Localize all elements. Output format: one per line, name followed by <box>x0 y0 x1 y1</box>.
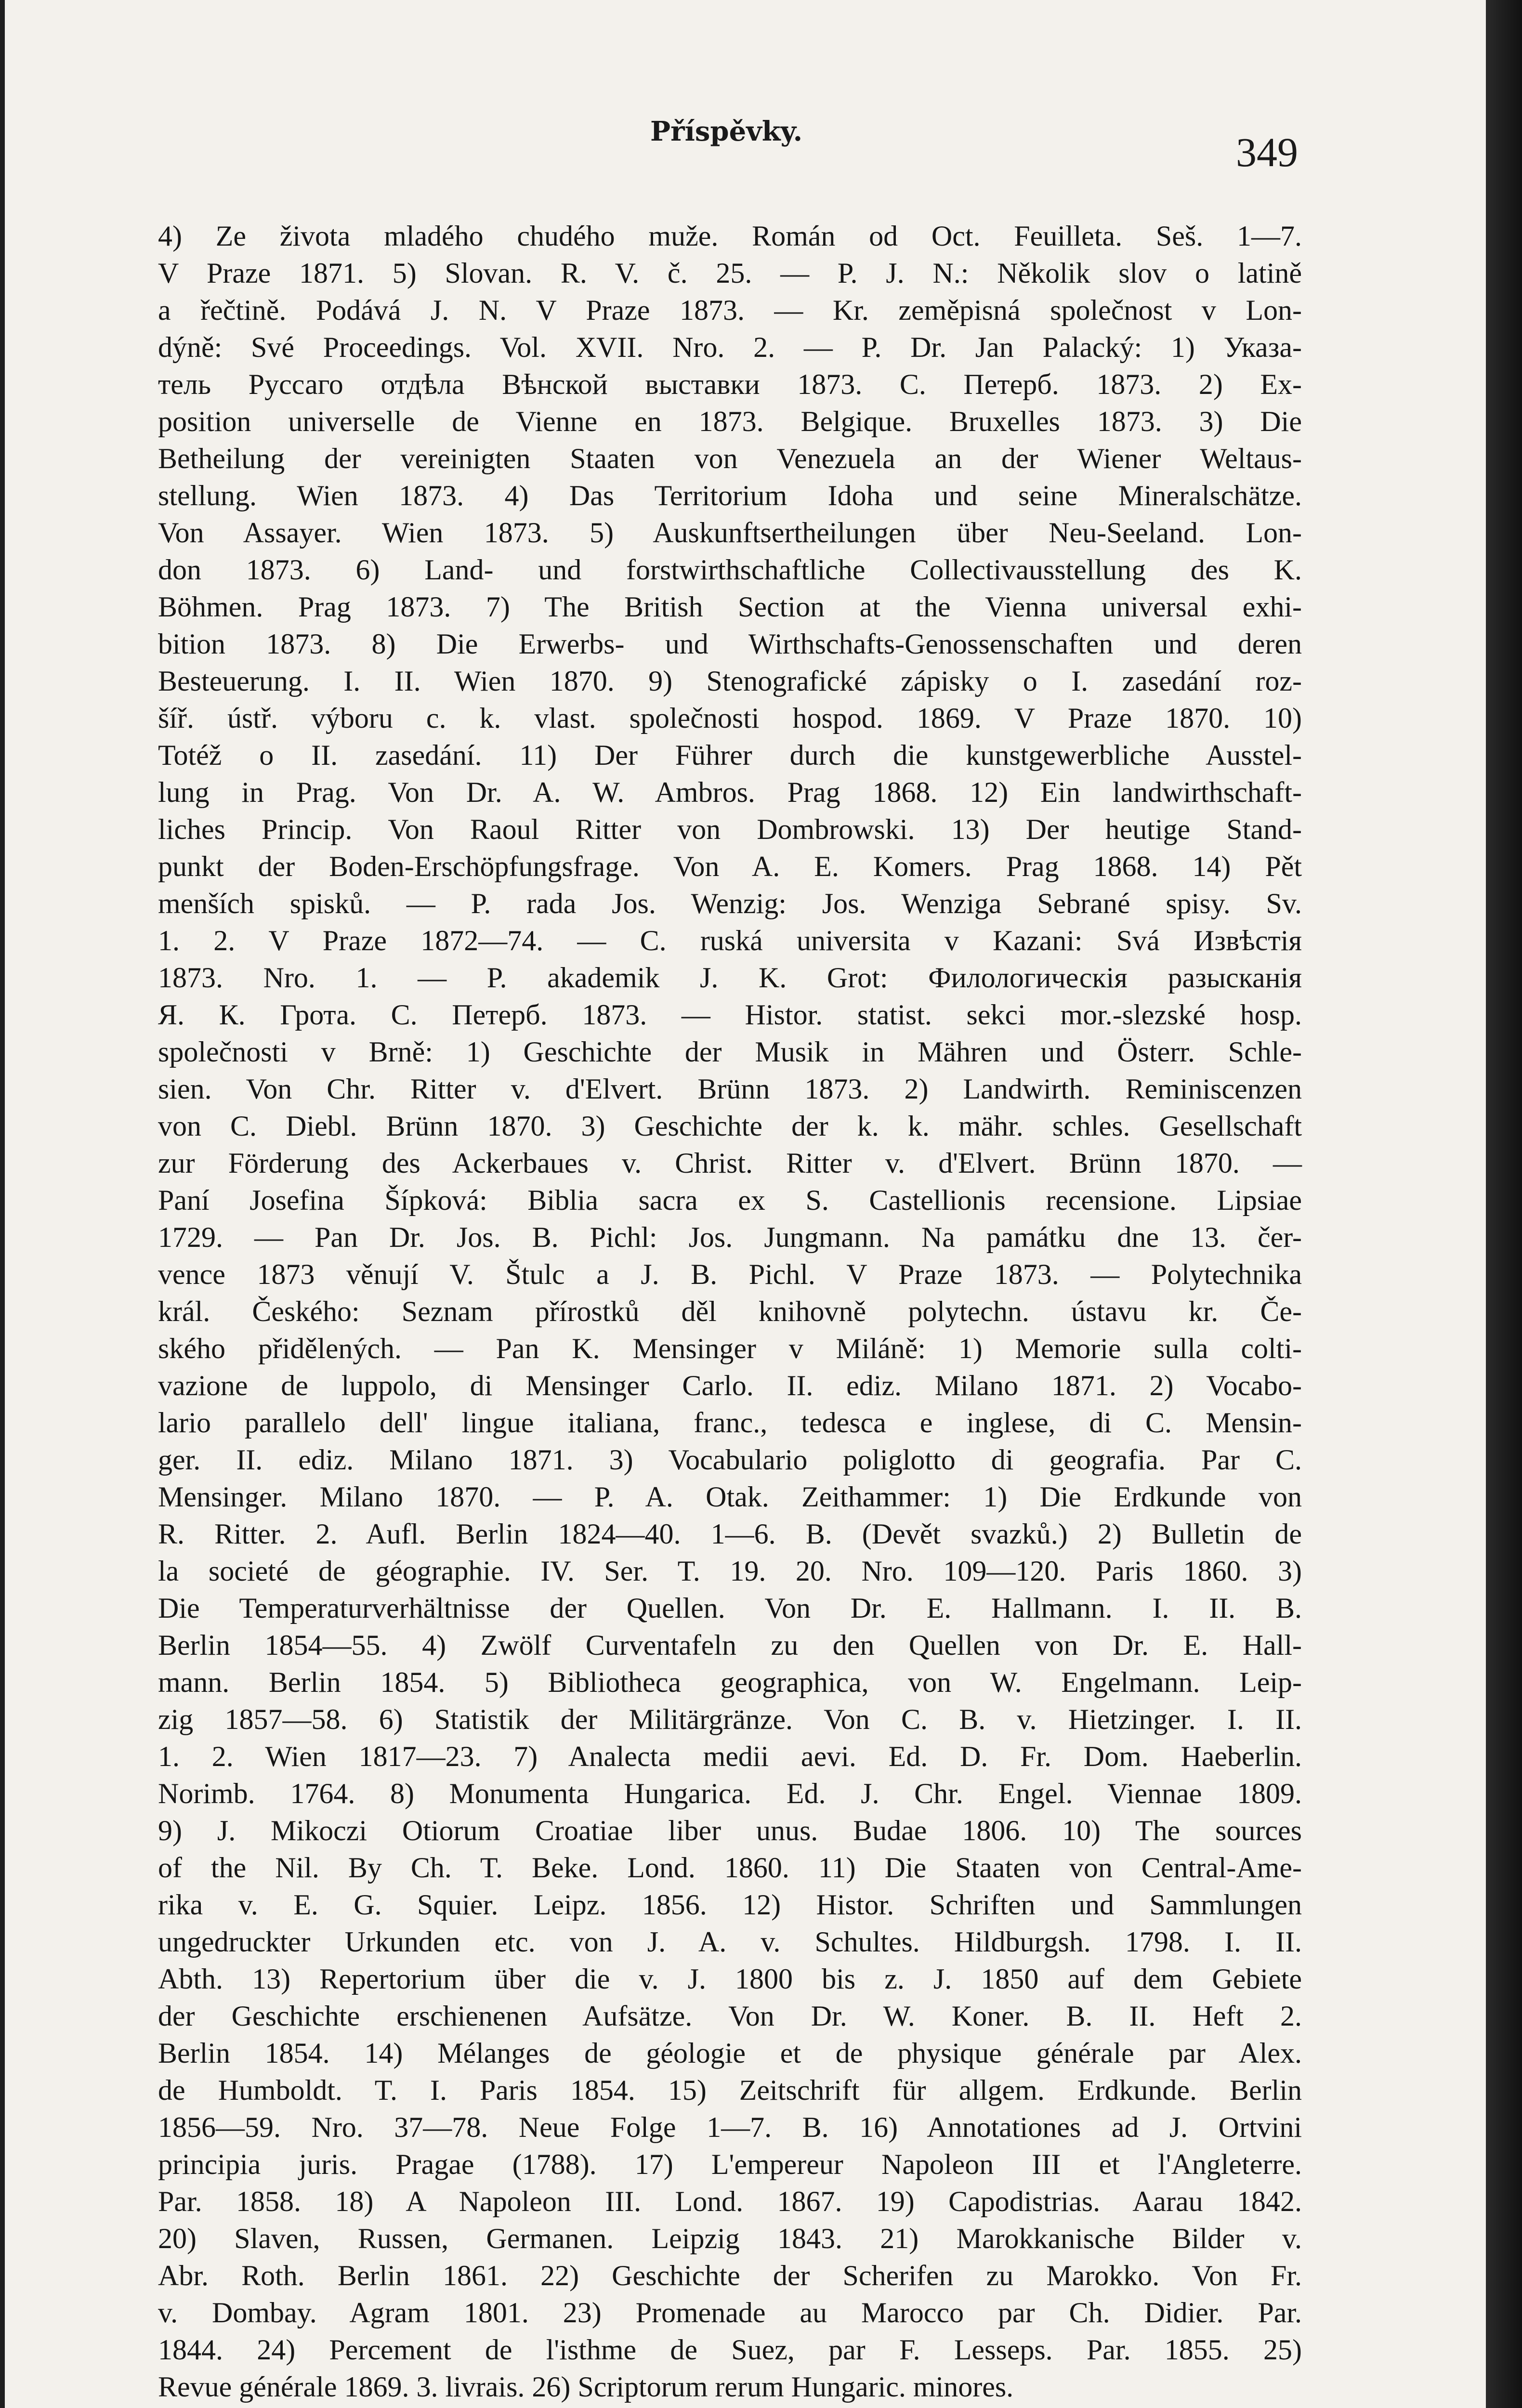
text-line: 4) Ze života mladého chudého muže. Román od Oct. Feuilleta. Seš. 1—7. <box>158 220 1302 252</box>
text-line: zur Förderung des Ackerbaues v. Christ. Ritter v. d'Elvert. Brünn 1870. — <box>158 1147 1302 1179</box>
text-line: Von Assayer. Wien 1873. 5) Auskunftsertheilungen über Neu-Seeland. Lon- <box>158 517 1302 549</box>
text-line: Abth. 13) Repertorium über die v. J. 1800 bis z. J. 1850 auf dem Gebiete <box>158 1963 1302 1995</box>
text-line: v. Dombay. Agram 1801. 23) Promenade au Marocco par Ch. Didier. Par. <box>158 2297 1302 2329</box>
text-line: liches Princip. Von Raoul Ritter von Dombrowski. 13) Der heutige Stand- <box>158 813 1302 845</box>
text-line: Я. К. Грота. С. Петерб. 1873. — Histor. statist. sekci mor.-slezské hosp. <box>158 999 1302 1031</box>
text-line: lung in Prag. Von Dr. A. W. Ambros. Prag 1868. 12) Ein landwirthschaft- <box>158 776 1302 808</box>
text-line: společnosti v Brně: 1) Geschichte der Musik in Mähren und Österr. Schle- <box>158 1036 1302 1068</box>
text-line: 9) J. Mikoczi Otiorum Croatiae liber unus. Budae 1806. 10) The sources <box>158 1815 1302 1846</box>
text-line: la societé de géographie. IV. Ser. T. 19. 20. Nro. 109—120. Paris 1860. 3) <box>158 1555 1302 1587</box>
text-line: Revue générale 1869. 3. livrais. 26) Scriptorum rerum Hungaric. minores. <box>158 2371 1014 2403</box>
text-line: der Geschichte erschienenen Aufsätze. Von Dr. W. Koner. B. II. Heft 2. <box>158 2000 1302 2032</box>
text-line: a řečtině. Podává J. N. V Praze 1873. — Kr. zeměpisná společnost v Lon- <box>158 294 1302 326</box>
text-line: mann. Berlin 1854. 5) Bibliotheca geographica, von W. Engelmann. Leip- <box>158 1666 1302 1698</box>
text-line: position universelle de Vienne en 1873. Belgique. Bruxelles 1873. 3) Die <box>158 406 1302 437</box>
text-line: Totéž o II. zasedání. 11) Der Führer durch die kunstgewerbliche Ausstel- <box>158 739 1302 771</box>
text-line: Besteuerung. I. II. Wien 1870. 9) Stenografické zápisky o I. zasedání roz- <box>158 665 1302 697</box>
text-line: dýně: Své Proceedings. Vol. XVII. Nro. 2. — P. Dr. Jan Palacký: 1) Указа- <box>158 331 1302 363</box>
running-header-title: Příspěvky. <box>650 116 803 147</box>
text-line: Par. 1858. 18) A Napoleon III. Lond. 1867. 19) Capodistrias. Aarau 1842. <box>158 2186 1302 2217</box>
body-text <box>158 218 1302 2403</box>
text-line: stellung. Wien 1873. 4) Das Territorium Idoha und seine Mineralschätze. <box>158 480 1302 511</box>
text-line: 1. 2. Wien 1817—23. 7) Analecta medii aevi. Ed. D. Fr. Dom. Haeberlin. <box>158 1741 1302 1772</box>
page-number: 349 <box>1236 129 1298 175</box>
text-line: vence 1873 věnují V. Štulc a J. B. Pichl. V Praze 1873. — Polytechnika <box>158 1258 1302 1290</box>
scan-edge <box>1486 0 1522 2408</box>
text-line: lario parallelo dell' lingue italiana, franc., tedesca e inglese, di C. Mensin- <box>158 1407 1302 1439</box>
text-line: rika v. E. G. Squier. Leipz. 1856. 12) Histor. Schriften und Sammlungen <box>158 1889 1302 1921</box>
text-line: ger. II. ediz. Milano 1871. 3) Vocabulario poliglotto di geografia. Par C. <box>158 1444 1302 1476</box>
text-line: 1729. — Pan Dr. Jos. B. Pichl: Jos. Jungmann. Na památku dne 13. čer- <box>158 1221 1302 1253</box>
text-line: Betheilung der vereinigten Staaten von Venezuela an der Wiener Weltaus- <box>158 443 1302 474</box>
text-line: Berlin 1854. 14) Mélanges de géologie et de physique générale par Alex. <box>158 2037 1302 2069</box>
text-line: vazione de luppolo, di Mensinger Carlo. II. ediz. Milano 1871. 2) Vocabo- <box>158 1370 1302 1401</box>
text-line: von C. Diebl. Brünn 1870. 3) Geschichte der k. k. mähr. schles. Gesellschaft <box>158 1110 1302 1142</box>
text-line: ského přidělených. — Pan K. Mensinger v Miláně: 1) Memorie sulla colti- <box>158 1333 1302 1364</box>
text-line: de Humboldt. T. I. Paris 1854. 15) Zeitschrift für allgem. Erdkunde. Berlin <box>158 2074 1302 2106</box>
text-line: principia juris. Pragae (1788). 17) L'empereur Napoleon III et l'Angleterre. <box>158 2148 1302 2180</box>
text-line: menších spisků. — P. rada Jos. Wenzig: Jos. Wenziga Sebrané spisy. Sv. <box>158 888 1302 919</box>
text-line: sien. Von Chr. Ritter v. d'Elvert. Brünn 1873. 2) Landwirth. Reminiscenzen <box>158 1073 1302 1105</box>
text-line: Die Temperaturverhältnisse der Quellen. Von Dr. E. Hallmann. I. II. B. <box>158 1592 1302 1624</box>
text-line: 1. 2. V Praze 1872—74. — C. ruská universita v Kazani: Svá Извѣстія <box>158 925 1302 956</box>
text-line: král. Českého: Seznam přírostků děl knihovně polytechn. ústavu kr. Če- <box>158 1296 1302 1327</box>
text-line: 1856—59. Nro. 37—78. Neue Folge 1—7. B. 16) Annotationes ad J. Ortvini <box>158 2111 1302 2143</box>
text-line: Böhmen. Prag 1873. 7) The British Section at the Vienna universal exhi- <box>158 591 1302 623</box>
text-line: of the Nil. By Ch. T. Beke. Lond. 1860. 11) Die Staaten von Central-Ame- <box>158 1852 1302 1884</box>
text-line: R. Ritter. 2. Aufl. Berlin 1824—40. 1—6. B. (Devět svazků.) 2) Bulletin de <box>158 1518 1302 1550</box>
text-line: 20) Slaven, Russen, Germanen. Leipzig 1843. 21) Marokkanische Bilder v. <box>158 2223 1302 2254</box>
text-line: ungedruckter Urkunden etc. von J. A. v. Schultes. Hildburgsh. 1798. I. II. <box>158 1926 1302 1958</box>
text-line: punkt der Boden-Erschöpfungsfrage. Von A. E. Komers. Prag 1868. 14) Pět <box>158 851 1302 882</box>
text-line: Mensinger. Milano 1870. — P. A. Otak. Zeithammer: 1) Die Erdkunde von <box>158 1481 1302 1513</box>
text-line: V Praze 1871. 5) Slovan. R. V. č. 25. — P. J. N.: Několik slov o latině <box>158 257 1302 289</box>
text-line: 1844. 24) Percement de l'isthme de Suez, par F. Lesseps. Par. 1855. 25) <box>158 2334 1302 2366</box>
text-line: Berlin 1854—55. 4) Zwölf Curventafeln zu den Quellen von Dr. E. Hall- <box>158 1629 1302 1661</box>
text-line: Abr. Roth. Berlin 1861. 22) Geschichte der Scherifen zu Marokko. Von Fr. <box>158 2260 1302 2291</box>
text-line: Paní Josefina Šípková: Biblia sacra ex S. Castellionis recensione. Lipsiae <box>158 1184 1302 1216</box>
book-page <box>5 0 1486 2408</box>
text-line: don 1873. 6) Land- und forstwirthschaftliche Collectivausstellung des K. <box>158 554 1302 586</box>
text-line: Norimb. 1764. 8) Monumenta Hungarica. Ed. J. Chr. Engel. Viennae 1809. <box>158 1778 1302 1809</box>
text-line: тель Руссаго отдѣла Вѣнской выставки 1873. С. Петерб. 1873. 2) Ex- <box>158 368 1302 400</box>
text-line: 1873. Nro. 1. — P. akademik J. K. Grot: Филологическія разысканія <box>158 962 1302 994</box>
text-line: bition 1873. 8) Die Erwerbs- und Wirthschafts-Genossenschaften und deren <box>158 628 1302 660</box>
text-line: zig 1857—58. 6) Statistik der Militärgränze. Von C. B. v. Hietzinger. I. II. <box>158 1703 1302 1735</box>
text-line: šíř. ústř. výboru c. k. vlast. společnosti hospod. 1869. V Praze 1870. 10) <box>158 702 1302 734</box>
